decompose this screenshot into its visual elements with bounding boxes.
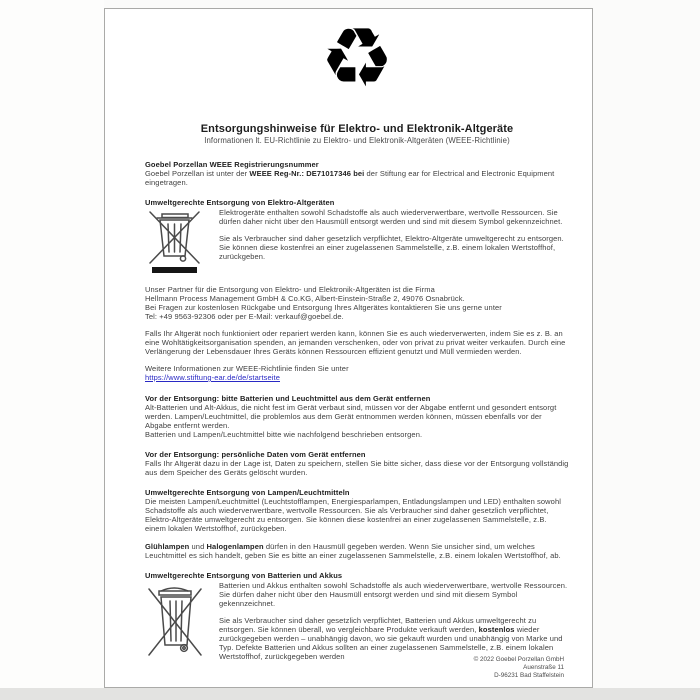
batteries-paragraph-2 (219, 616, 569, 661)
remove-batteries-body-2: Batterien und Lampen/Leuchtmittel bitte wie nachfolgend beschrieben entsorgen. (145, 430, 423, 439)
footer-city: D-96231 Bad Staffelstein (494, 672, 564, 679)
section-heading-batteries: Umweltgerechte Entsorgung von Batterien und Akkus (145, 571, 343, 580)
battery-bin-icon (145, 581, 219, 663)
electro-text (219, 208, 569, 276)
partner-paragraph (145, 285, 569, 321)
electro-icon-row (145, 208, 569, 276)
section-registration (145, 160, 569, 187)
stiftung-ear-link[interactable]: https://www.stiftung-ear.de/de/startseite (145, 373, 280, 382)
registration-text-post: der Stiftung ear for Electrical and Electronic Equipment eingetragen. (145, 169, 555, 187)
document-page (104, 8, 593, 688)
page-title: Entsorgungshinweise für Elektro- und Elektronik-Altgeräte (200, 123, 514, 135)
page-subtitle: Informationen lt. EU-Richtlinie zu Elektro- und Elektronik-Altgeräten (WEEE-Richtlinie) (204, 136, 510, 145)
batteries-p2-pre: Sie als Verbraucher sind daher gesetzlich verpflichtet, Batterien und Akkus umweltgerecht zu entsorgen. Sie können überall, wo vergleichbare Produkte verkauft werden, (219, 616, 537, 634)
crossed-out-bin-with-bar-icon (145, 210, 203, 274)
bulbs-paragraph (145, 542, 569, 560)
section-lamps (145, 488, 569, 533)
electro-paragraph-2: Sie als Verbraucher sind daher gesetzlich verpflichtet, Elektro-Altgeräte umweltgerecht zu entsorgen. Sie können diese kostenfrei an einer zugelassenen Sammelstelle, z.B. einem lokalen Wertstoffhof, zurückgeben. (219, 234, 564, 261)
reuse-paragraph: Falls Ihr Altgerät noch funktioniert oder repariert werden kann, können Sie es auch wiederverwerten, indem Sie es z. B. an eine Wohltätigkeitsorganisation spenden, an jemanden verschenken, oder von privat zu privat weiter verkaufen. Durch eine Verlängerung der Lebensdauer Ihres Geräts können Ressourcen effizient genutzt und Müll vermieden werden. (145, 329, 566, 356)
section-remove-data (145, 450, 569, 477)
batteries-text (219, 581, 569, 663)
batteries-p2-bold-kostenlos: kostenlos (478, 625, 515, 634)
remove-data-body: Falls Ihr Altgerät dazu in der Lage ist, Daten zu speichern, stellen Sie bitte sicher, dass diese vor der Entsorgung vollständig aus dem Speicher des Geräts gelöscht wurden. (145, 459, 569, 477)
section-electro-disposal (145, 198, 569, 276)
section-heading-registration: Goebel Porzellan WEEE Registrierungsnummer (145, 160, 319, 169)
remove-batteries-body-1: Alt-Batterien und Alt-Akkus, die nicht fest im Gerät verbaut sind, müssen vor der Abgabe entfernt und gesondert entsorgt werden. Lampen/Leuchtmittel, die problemlos aus dem Gerät entnommen werden können, müssen ebenfalls vor der Abgabe entfernt werden. (145, 403, 557, 430)
registration-paragraph (145, 169, 569, 187)
weee-reg-number: WEEE Reg-Nr.: DE71017346 bei (249, 169, 365, 178)
bulbs-bold-gluehlampen: Glühlampen (145, 542, 190, 551)
document-content (145, 11, 569, 663)
footer-street: Auenstraße 11 (523, 664, 564, 671)
footer-copyright: © 2022 Goebel Porzellan GmbH (473, 656, 564, 663)
partner-line-1: Unser Partner für die Entsorgung von Elektro- und Elektronik-Altgeräten ist die Firma (145, 285, 435, 294)
section-heading-remove-data: Vor der Entsorgung: persönliche Daten vom Gerät entfernen (145, 450, 366, 459)
section-batteries (145, 571, 569, 663)
section-heading-remove-batteries: Vor der Entsorgung: bitte Batterien und Leuchtmittel aus dem Gerät entfernen (145, 394, 431, 403)
crossed-out-bin-icon (145, 583, 205, 661)
partner-line-3: Bei Fragen zur kostenlosen Rückgabe und Entsorgung Ihres Altgerätes kontaktieren Sie uns gerne unter (145, 303, 502, 312)
partner-line-4: Tel: +49 9563-92306 oder per E-Mail: verkauf@goebel.de. (145, 312, 344, 321)
bulbs-rest-text: dürfen in den Hausmüll gegeben werden. Wenn Sie unsicher sind, um welches Leuchtmittel es sich handelt, geben Sie es bitte an einer zugelassenen Sammelstelle, z.B. einem lokalen Wertstoffhof, ab. (145, 542, 561, 560)
more-info-paragraph (145, 364, 569, 382)
batteries-icon-row (145, 581, 569, 663)
batteries-p2-post: wieder zurückgegeben werden – unabhängig davon, wo sie gekauft wurden und unabhängig von Marke und Typ. Defekte Batterien und Akkus sollten an einer zugelassenen Sammelstelle, z.B. einem lokalen Wertstoffhof, zurückgegeben werden (219, 625, 563, 661)
bulbs-bold-halogenlampen: Halogenlampen (206, 542, 264, 551)
desk-background-left (0, 0, 104, 700)
weee-bin-icon (145, 208, 219, 276)
lamps-body: Die meisten Lampen/Leuchtmittel (Leuchtstofflampen, Energiesparlampen, Entladungslampen und LED) enthalten sowohl Schadstoffe als auch wiederverwertbare, wertvolle Ressourcen. Sie als Verbraucher sind daher gesetzlich verpflichtet, Elektro-Altgeräte umweltgerecht zu entsorgen. Sie können diese kostenfrei an einer zugelassenen Sammelstelle, z.B. einem lokalen Wertstoffhof, zurückgeben. (145, 497, 561, 533)
batteries-paragraph-1: Batterien und Akkus enthalten sowohl Schadstoffe als auch wiederverwertbare, wertvolle Ressourcen. Sie dürfen daher nicht über den Hausmüll entsorgt werden und sind mit diesem Symbol gekennzeichnet. (219, 581, 568, 608)
bulbs-mid-text: und (189, 542, 207, 551)
recycling-symbol-glyph: ♻ (320, 11, 394, 106)
electro-paragraph-1: Elektrogeräte enthalten sowohl Schadstoffe als auch wiederverwertbare, wertvolle Ressourcen. Sie dürfen daher nicht über den Hausmüll entsorgt werden und sind mit diesem Symbol gekennzeichnet. (219, 208, 563, 226)
section-heading-electro: Umweltgerechte Entsorgung von Elektro-Altgeräten (145, 198, 335, 207)
more-info-text: Weitere Informationen zur WEEE-Richtlinie finden Sie unter (145, 364, 349, 373)
desk-background-bottom (0, 688, 700, 700)
registration-text-pre: Goebel Porzellan ist unter der (145, 169, 250, 178)
footer (474, 656, 564, 680)
recycling-icon (145, 11, 569, 106)
partner-line-2: Hellmann Process Management GmbH & Co.KG, Albert-Einstein-Straße 2, 49076 Osnabrück. (145, 294, 465, 303)
section-remove-batteries (145, 394, 569, 439)
section-heading-lamps: Umweltgerechte Entsorgung von Lampen/Leuchtmitteln (145, 488, 350, 497)
